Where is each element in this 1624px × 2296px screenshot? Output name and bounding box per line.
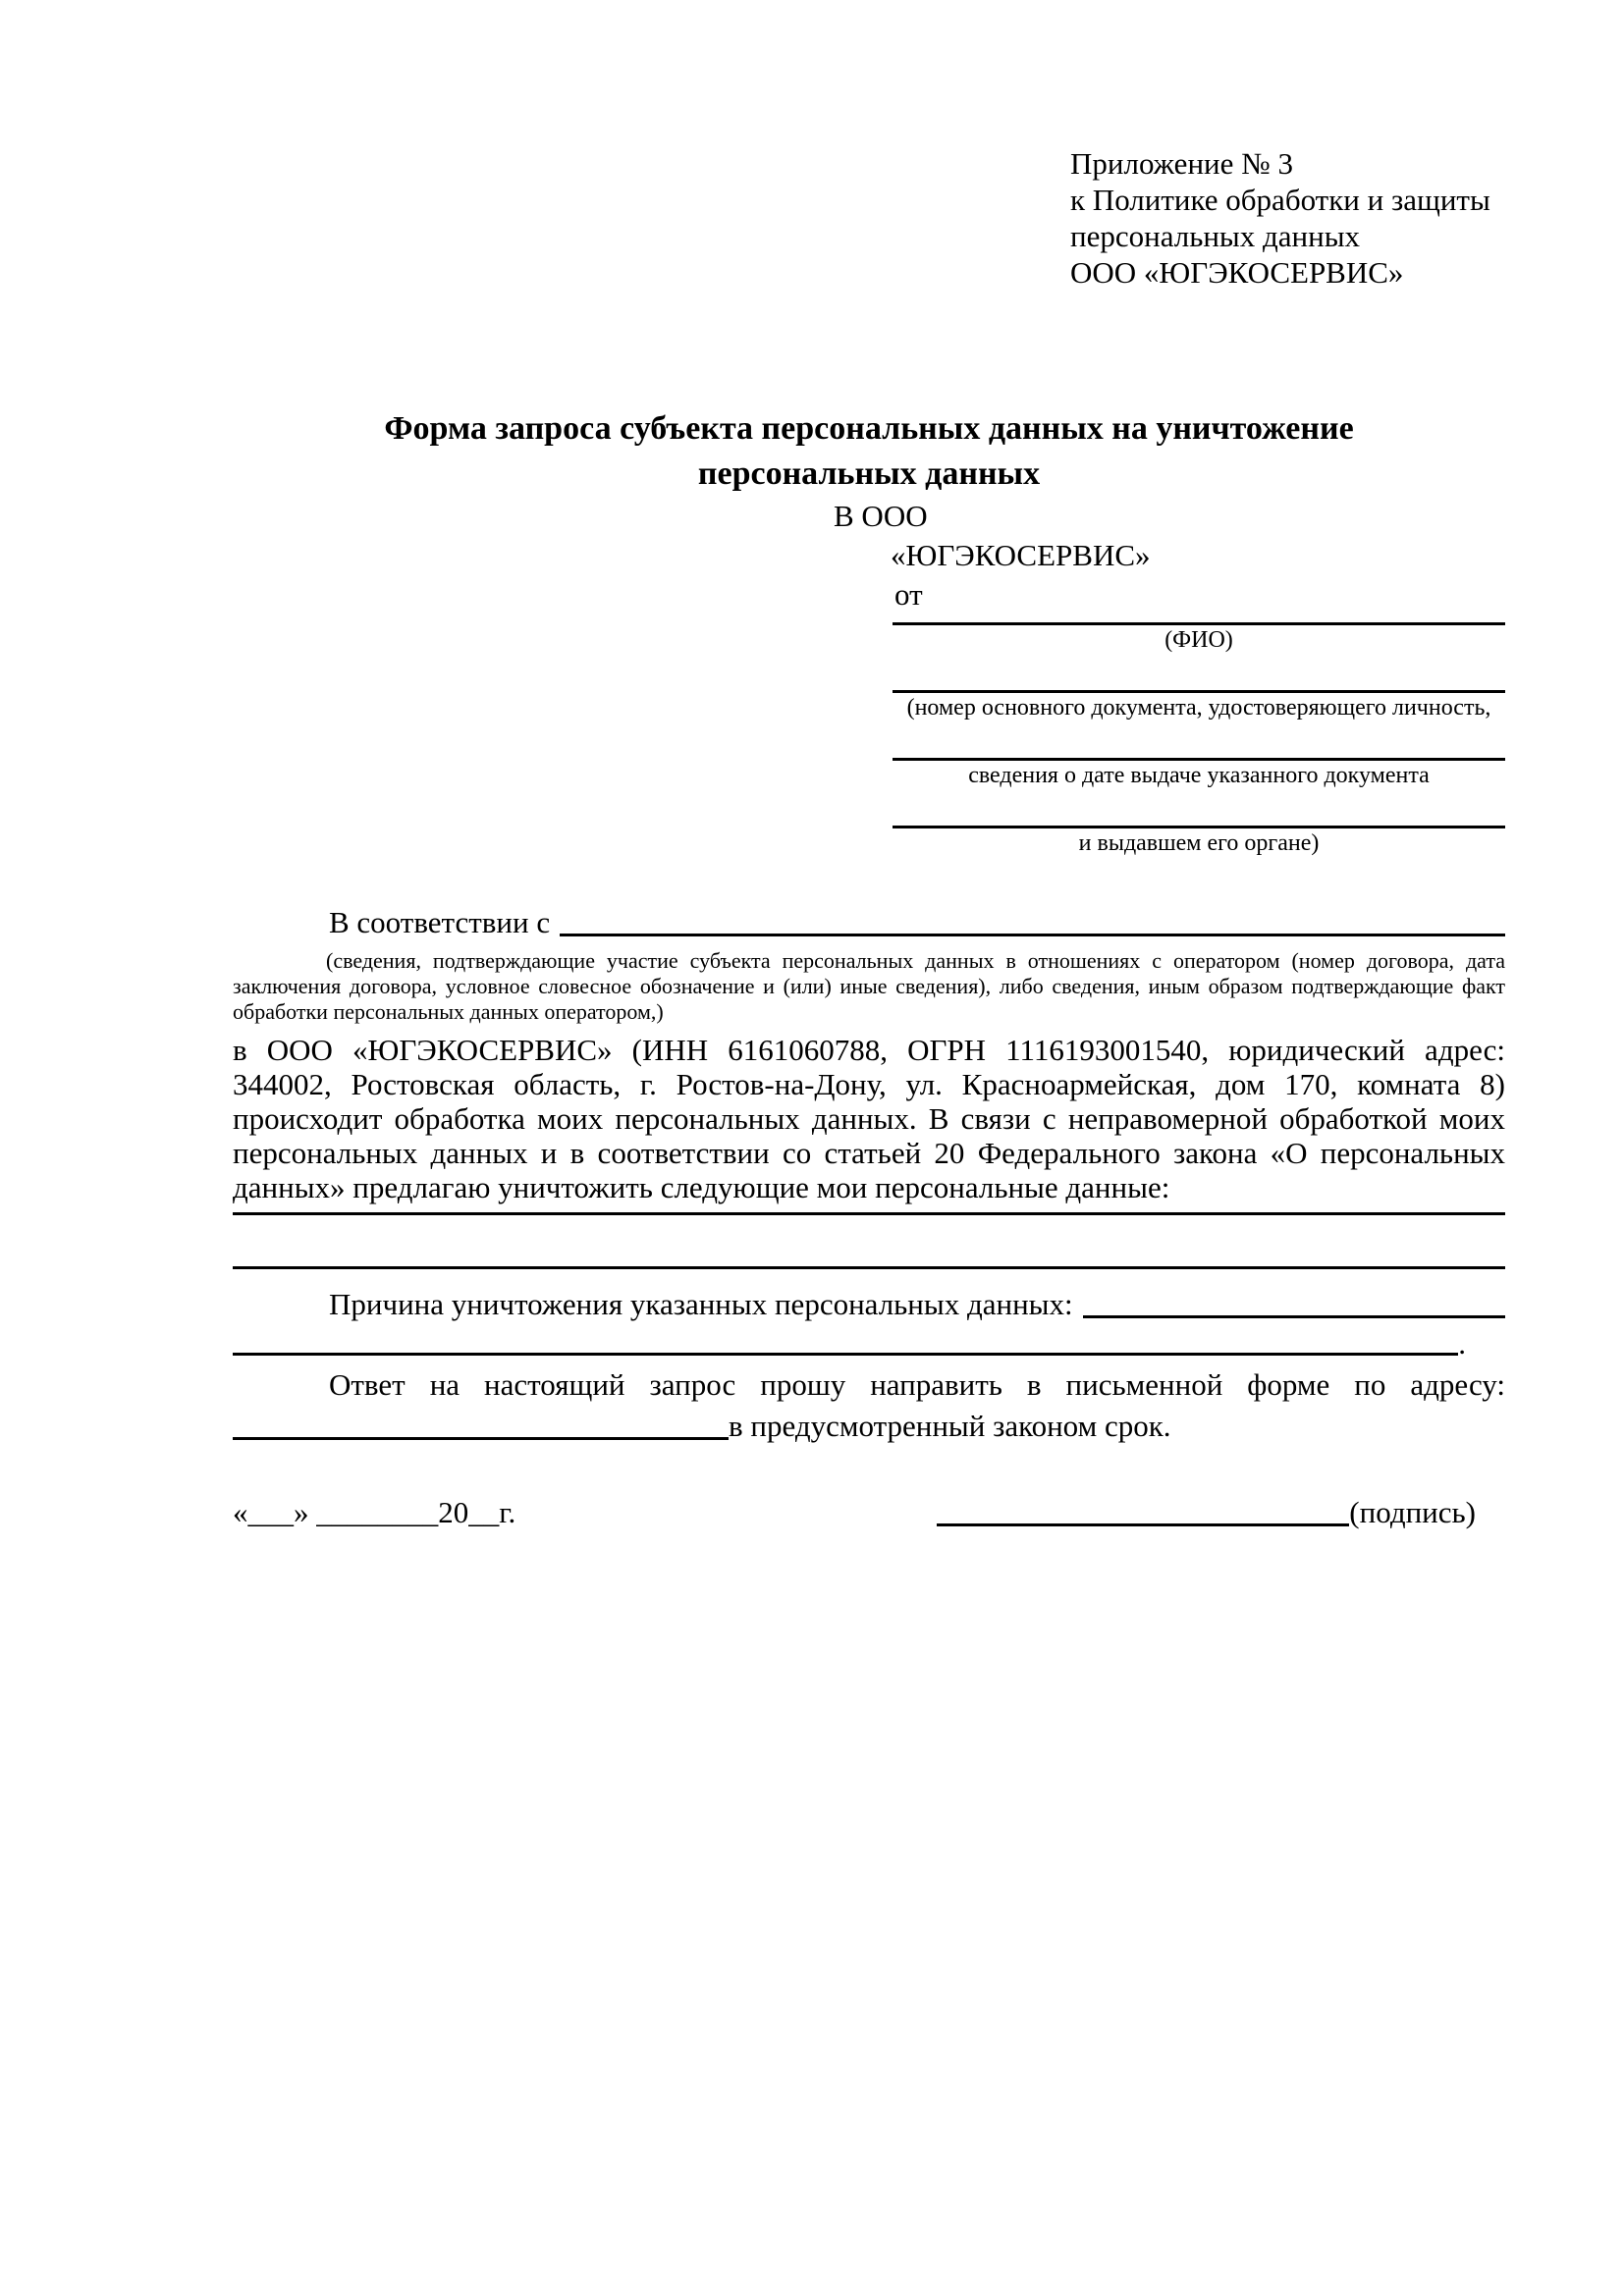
addressee-company-prefix: В ООО [834, 499, 928, 533]
form-title-line-1: Форма запроса субъекта персональных данных на уничтожение [384, 410, 1354, 447]
company-name-line: ООО «ЮГЭКОСЕРВИС» [1070, 255, 1404, 290]
date-blank: «___» ________20__г. [233, 1495, 516, 1529]
policy-reference-line: к Политике обработки и защиты [1070, 183, 1490, 217]
reason-row [233, 1285, 1505, 1324]
accordance-lead: В соответствии с [329, 905, 551, 939]
accordance-note: (сведения, подтверждающие участие субъекта персональных данных в отношениях с оператором (номер договора, дата заключения договора, условное словесное обозначение и (или) иные сведения), либо сведения, иным образом подтверждающие факт обработки персональных данных оператором,) [233, 948, 1505, 1024]
doc-number-label: (номер основного документа, удостоверяющего личность, [906, 695, 1491, 721]
policy-reference-line-2: персональных данных [1070, 219, 1361, 253]
response-tail: в предусмотренный законом срок. [729, 1409, 1171, 1443]
appendix-header [1070, 145, 1505, 291]
addressee-company-name: «ЮГЭКОСЕРВИС» [891, 538, 1151, 572]
reason-label: Причина уничтожения указанных персональных данных: [329, 1287, 1073, 1321]
personal-data-blank-line-2 [233, 1215, 1505, 1269]
issue-date-blank-line [893, 722, 1505, 761]
issuer-label: и выдавшем его органе) [1078, 830, 1320, 856]
signature-blank-line [937, 1493, 1349, 1526]
document-content [233, 0, 1505, 1532]
reason-period: . [1458, 1326, 1466, 1361]
accordance-row [233, 903, 1505, 942]
appendix-number-line: Приложение № 3 [1070, 146, 1293, 181]
fio-blank-line [893, 614, 1505, 625]
accordance-blank-line [560, 903, 1505, 936]
reason-continuation-row [233, 1324, 1466, 1363]
issue-date-field [893, 722, 1505, 790]
personal-data-blank-line-1 [233, 1204, 1505, 1215]
addressee-from-label: от [894, 577, 923, 612]
issuer-blank-line [893, 790, 1505, 828]
doc-number-blank-line [893, 655, 1505, 693]
request-body-paragraph: в ООО «ЮГЭКОСЕРВИС» (ИНН 6161060788, ОГРН 1116193001540, юридический адрес: 344002, Ростовская область, г. Ростов-на-Дону, ул. Красноармейская, дом 170, комната 8) происходит обработка моих персональных данных. В связи с неправомерной обработкой моих персональных данных и в соответствии со статьей 20 Федерального закона «О персональных данных» предлагаю уничтожить следующие мои персональные данные: [233, 1033, 1505, 1204]
form-title [233, 406, 1505, 497]
form-title-line-2: персональных данных [697, 455, 1041, 492]
response-paragraph: Ответ на настоящий запрос прошу направить в письменной форме по адресу: [329, 1367, 1505, 1402]
address-row [233, 1407, 1505, 1446]
reason-continuation-line [233, 1324, 1458, 1356]
signature-group [937, 1493, 1476, 1532]
addressee-block [233, 497, 1505, 614]
signature-label: (подпись) [1349, 1495, 1476, 1529]
reason-blank-line [1083, 1285, 1505, 1318]
doc-number-field [893, 655, 1505, 722]
fio-label: (ФИО) [1164, 627, 1233, 653]
issuer-field [893, 790, 1505, 858]
fio-field [893, 614, 1505, 655]
address-blank-line [233, 1407, 729, 1440]
issue-date-label: сведения о дате выдаче указанного документа [968, 763, 1430, 788]
date-signature-row [233, 1493, 1505, 1532]
